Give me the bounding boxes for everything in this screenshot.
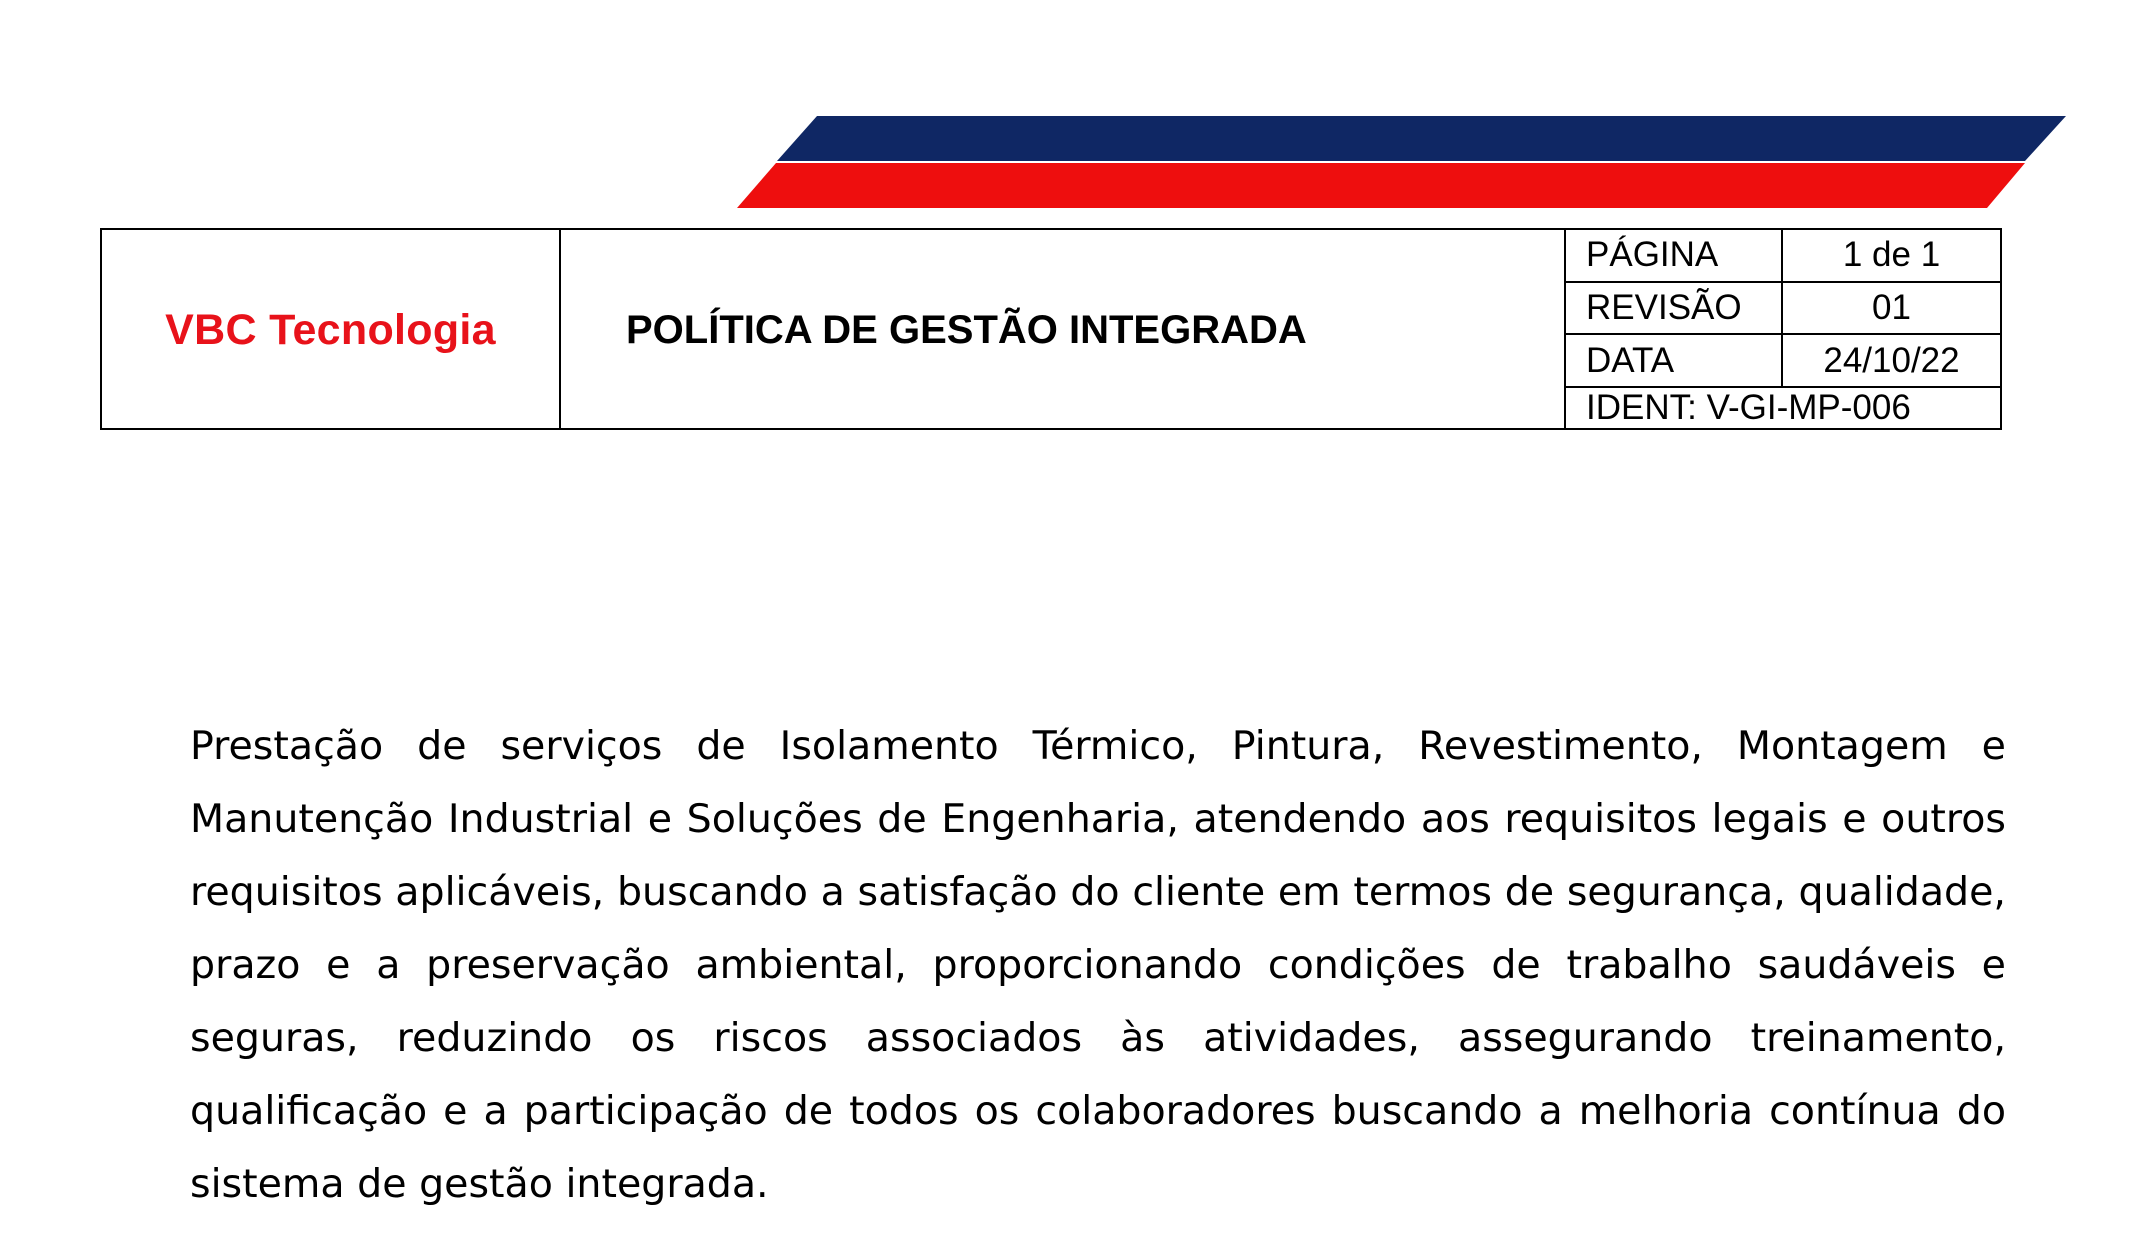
ident-value: IDENT: V-GI-MP-006 bbox=[1586, 388, 1911, 428]
title-cell bbox=[561, 230, 1566, 428]
document-meta bbox=[1566, 230, 2000, 428]
date-label: DATA bbox=[1566, 335, 1783, 386]
date-value: 24/10/22 bbox=[1823, 340, 1960, 380]
meta-row-page bbox=[1566, 230, 2000, 283]
page-value: 1 de 1 bbox=[1842, 235, 1941, 275]
meta-row-date bbox=[1566, 335, 2000, 388]
company-cell bbox=[102, 230, 561, 428]
document-header-table bbox=[100, 228, 2002, 430]
policy-statement: Prestação de serviços de Isolamento Térmico, Pintura, Revestimento, Montagem e Manutenção Industrial e Soluções de Engenharia, atendendo aos requisitos legais e outros requisitos aplicáveis, buscando a satisfação do cliente em termos de segurança, qualidade, prazo e a preservação ambiental, proporcionando condições de trabalho saudáveis e seguras, reduzindo os riscos associados às atividades, assegurando treinamento, qualificação e a participação de todos os colaboradores buscando a melhoria contínua do sistema de gestão integrada. bbox=[190, 723, 2006, 1207]
meta-row-ident bbox=[1566, 388, 2000, 428]
blue-stripe bbox=[777, 116, 2066, 161]
revision-value: 01 bbox=[1872, 288, 1911, 327]
brand-stripes bbox=[0, 0, 2141, 220]
page-label: PÁGINA bbox=[1566, 230, 1783, 281]
document-title: POLÍTICA DE GESTÃO INTEGRADA bbox=[626, 307, 1307, 352]
company-name: VBC Tecnologia bbox=[165, 305, 496, 354]
revision-label: REVISÃO bbox=[1566, 283, 1783, 334]
red-stripe bbox=[737, 163, 2025, 208]
meta-row-revision bbox=[1566, 283, 2000, 336]
